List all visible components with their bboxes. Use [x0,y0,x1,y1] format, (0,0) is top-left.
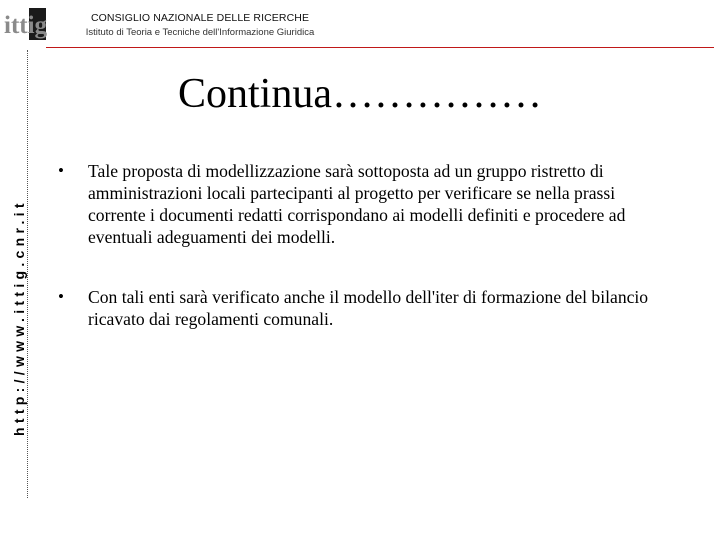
bullet-item [56,160,666,248]
header [50,12,350,39]
bullet-symbol: • [58,161,64,180]
ittig-logo-mark [3,6,47,42]
sidebar-url: http://www.ittig.cnr.it [11,199,27,436]
bullet-item [56,286,666,330]
institute-name: Istituto di Teoria e Tecniche dell'Informazione Giuridica [85,27,315,38]
bullet-list [56,160,666,368]
ittig-logo [3,6,47,42]
slide-title: Continua…………… [178,71,542,117]
organization-name: CONSIGLIO NAZIONALE DELLE RICERCHE [90,12,310,24]
bullet-symbol: • [58,287,64,306]
bullet-text: Con tali enti sarà verificato anche il modello dell'iter di formazione del bilancio ricavato dai regolamenti comunali. [88,287,649,329]
bullet-text: Tale proposta di modellizzazione sarà sottoposta ad un gruppo ristretto di amministrazioni locali partecipanti al progetto per verificare se nella prassi corrente i documenti redatti corrispondano ai modelli definiti e procedere ad eventuali adeguamenti dei modelli. [88,161,626,247]
logo-text: ittig [4,12,47,39]
header-divider [46,47,714,48]
